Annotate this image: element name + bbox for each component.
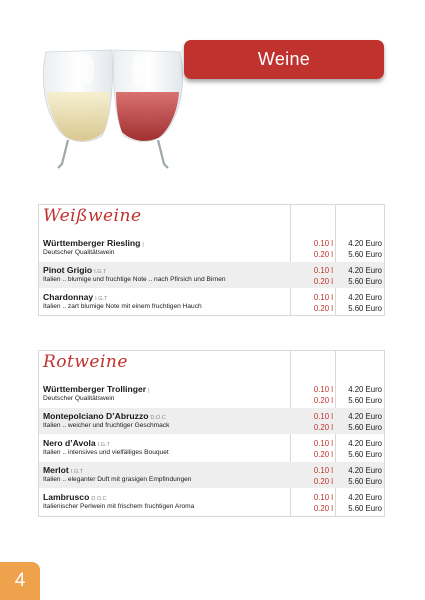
wine-prices: 4.20 Euro 5.60 Euro [348,266,382,286]
wine-volumes: 0.10 l 0.20 l [313,439,333,459]
list-item [39,489,384,515]
wine-description: Deutscher Qualitätswein [43,248,115,256]
wine-volumes: 0.10 l 0.20 l [313,466,333,486]
wine-volumes: 0.10 l 0.20 l [313,493,333,513]
wine-description: Italienischer Perlwein mit frischem fruchtigen Aroma [43,502,195,510]
wine-name: Pinot Grigio I.G.T [43,265,107,275]
page-title: Weine [184,40,384,79]
wine-prices: 4.20 Euro 5.60 Euro [348,493,382,513]
wine-name: Lambrusco D.O.C [43,492,107,502]
wine-volumes: 0.10 l 0.20 l [313,385,333,405]
wine-name: Nero d’Avola I.G.T [43,438,110,448]
wine-prices: 4.20 Euro 5.60 Euro [348,239,382,259]
wine-description: Italien .. blumige und fruchtige Note .. nach Pfirsich und Birnen [43,275,226,283]
wine-name: Württemberger Riesling | [43,238,144,248]
wine-prices: 4.20 Euro 5.60 Euro [348,439,382,459]
wine-name: Merlot I.G.T [43,465,84,475]
wine-prices: 4.20 Euro 5.60 Euro [348,293,382,313]
list-item [39,408,384,434]
wine-glasses-illustration [38,40,188,170]
wine-prices: 4.20 Euro 5.60 Euro [348,466,382,486]
wine-prices: 4.20 Euro 5.60 Euro [348,385,382,405]
wine-volumes: 0.10 l 0.20 l [313,293,333,313]
wine-description: Deutscher Qualitätswein [43,394,115,402]
list-item [39,289,384,315]
wine-description: Italien .. eleganter Duft mit grasigen Empfindungen [43,475,192,483]
page-number: 4 [14,570,26,591]
wine-description: Italien .. weicher und fruchtiger Geschmack [43,421,170,429]
section-heading-white: Weißweine [43,206,142,226]
wine-volumes: 0.10 l 0.20 l [313,239,333,259]
wine-description: Italien .. intensives und vielfälliges Bouquet [43,448,169,456]
wine-name: Chardonnay I.G.T [43,292,108,302]
list-item [39,381,384,407]
wine-description: Italien .. zart blumige Note mit einem fruchtigen Hauch [43,302,202,310]
wine-volumes: 0.10 l 0.20 l [313,266,333,286]
section-heading-red: Rotweine [43,352,128,372]
wine-name: Montepolciano D’Abruzzo D.O.C [43,411,166,421]
list-item [39,235,384,261]
wine-name: Württemberger Trollinger | [43,384,150,394]
wine-volumes: 0.10 l 0.20 l [313,412,333,432]
list-item [39,462,384,488]
list-item [39,262,384,288]
wine-prices: 4.20 Euro 5.60 Euro [348,412,382,432]
page-number-badge [0,562,40,600]
list-item [39,435,384,461]
